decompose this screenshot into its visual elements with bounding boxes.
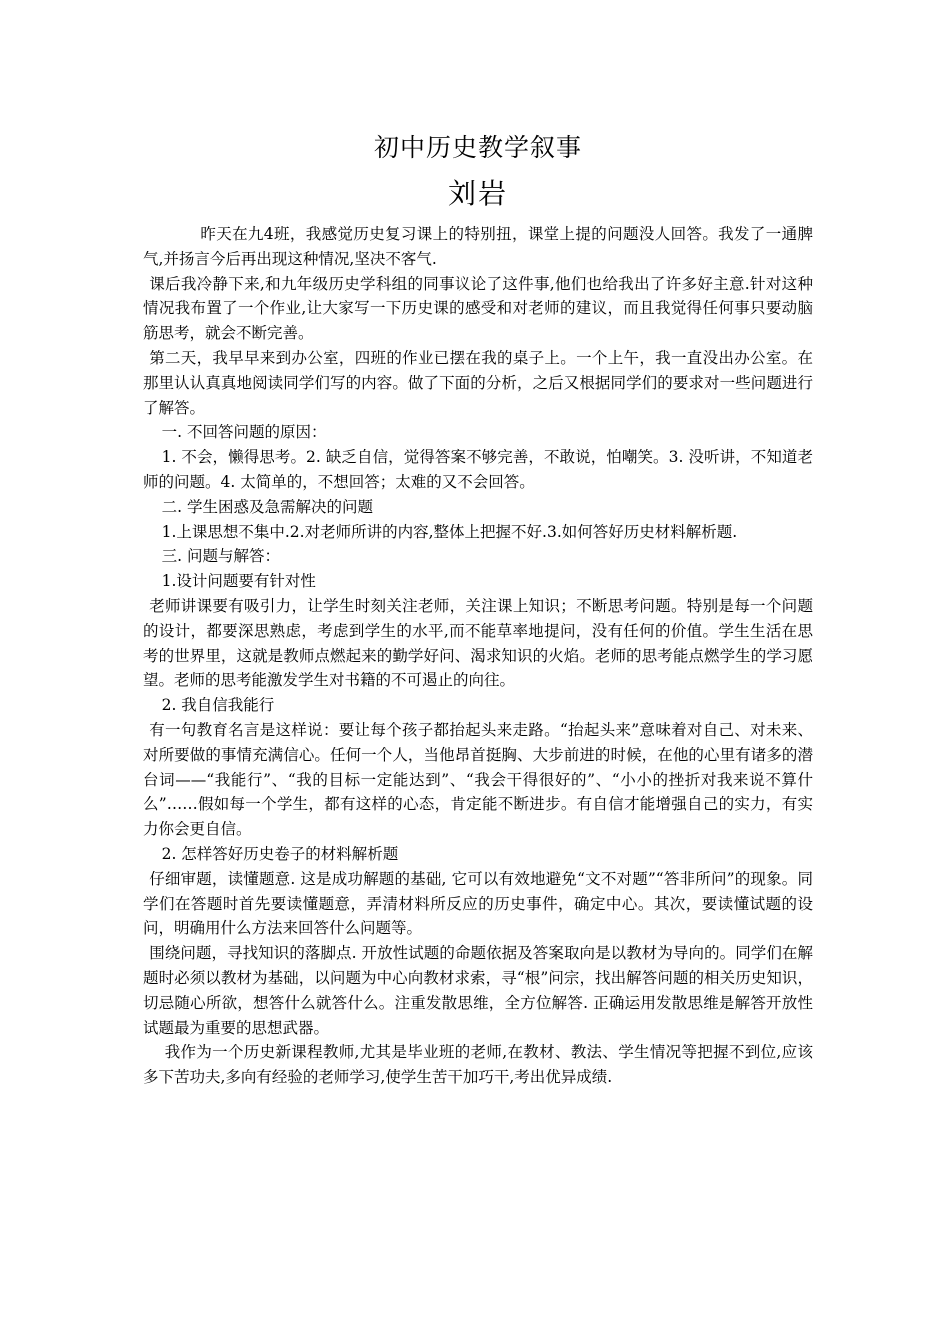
document-author: 刘岩 [447, 177, 508, 210]
paragraph-8: 仔细审题，读懂题意. 这是成功解题的基础, 它可以有效地避免“文不对题”“答非所问”的现象。同学们在答题时首先要读懂题意，弄清材料所反应的历史事件，确定中心。其次，要读懂试题的设问，明确用什么方法来回答什么问题等。 [143, 869, 813, 938]
paragraph-2: 课后我冷静下来,和九年级历史学科组的同事议论了这件事,他们也给我出了许多好主意.针对这种情况我布置了一个作业,让大家写一下历史课的感受和对老师的建议，而且我觉得任何事只要动脑筋思考，就会不断完善。 [143, 274, 813, 343]
section-heading-1: 一. 不回答问题的原因： [161, 423, 327, 442]
paragraph-5: 1.上课思想不集中.2.对老师所讲的内容,整体上把握不好.3.如何答好历史材料解析题. [161, 522, 738, 541]
section-heading-2: 二. 学生困惑及急需解决的问题 [161, 497, 373, 516]
paragraph-9: 围绕问题，寻找知识的落脚点. 开放性试题的命题依据及答案取向是以教材为导向的。同学们在解题时必须以教材为基础，以问题为中心向教材求索，寻“根”问宗，找出解答问题的相关历史知识，切忌随心所欲，想答什么就答什么。注重发散思维，全方位解答. 正确运用发散思维是解答开放性试题最为重要的思想武器。 [143, 944, 813, 1037]
subheading-1: 1.设计问题要有针对性 [161, 572, 316, 591]
paragraph-1: 昨天在九4班，我感觉历史复习课上的特别扭，课堂上提的问题没人回答。我发了一通脾气,并扬言今后再出现这种情况,坚决不客气. [143, 225, 813, 268]
document-title: 初中历史教学叙事 [373, 133, 582, 162]
section-heading-3: 三. 问题与解答： [161, 547, 280, 566]
paragraph-4: 1. 不会，懒得思考。2. 缺乏自信，觉得答案不够完善，不敢说，怕嘲笑。3. 没听讲，不知道老师的问题。4. 太简单的，不想回答；太难的又不会回答。 [143, 448, 813, 491]
paragraph-6: 老师讲课要有吸引力，让学生时刻关注老师，关注课上知识；不断思考问题。特别是每一个问题的设计，都要深思熟虑，考虑到学生的水平,而不能草率地提问，没有任何的价值。学生生活在思考的世界里，这就是教师点燃起来的勤学好问、渴求知识的火焰。老师的思考能点燃学生的学习愿望。老师的思考能激发学生对书籍的不可遏止的向往。 [143, 596, 813, 690]
paragraph-7: 有一句教育名言是这样说：要让每个孩子都抬起头来走路。“抬起头来”意味着对自己、对未来、对所要做的事情充满信心。任何一个人，当他昂首挺胸、大步前进的时候，在他的心里有诸多的潜台词——“我能行”、“我的目标一定能达到”、“我会干得很好的”、“小小的挫折对我来说不算什么”……假如每一个学生，都有这样的心态，肯定能不断进步。有自信才能增强自己的实力，有实力你会更自信。 [143, 720, 813, 839]
subheading-2: 2. 我自信我能行 [161, 696, 275, 715]
paragraph-10: 我作为一个历史新课程教师,尤其是毕业班的老师,在教材、教法、学生情况等把握不到位,应该多下苦功夫,多向有经验的老师学习,使学生苦干加巧干,考出优异成绩. [143, 1043, 813, 1087]
document-page [143, 128, 813, 1090]
document-body [143, 222, 813, 1090]
subheading-3: 2. 怎样答好历史卷子的材料解析题 [161, 844, 399, 863]
paragraph-3: 第二天，我早早来到办公室，四班的作业已摆在我的桌子上。一个上午，我一直没出办公室。在那里认认真真地阅读同学们写的内容。做了下面的分析，之后又根据同学们的要求对一些问题进行了解答。 [143, 348, 813, 417]
